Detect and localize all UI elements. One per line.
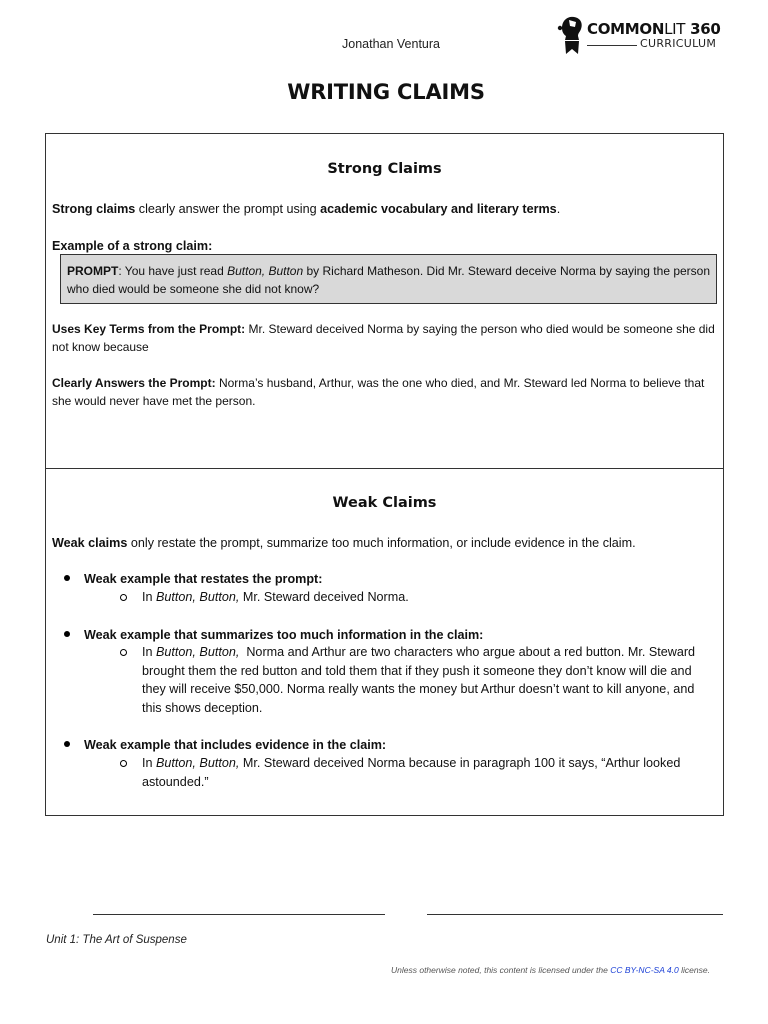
strong-claims-box <box>45 133 724 469</box>
bullet-icon <box>64 575 70 581</box>
answers-prompt-paragraph: Clearly Answers the Prompt: Norma’s husband, Arthur, was the one who died, and Mr. Steward led Norma to believe that she would never have met the person. <box>52 376 705 408</box>
key-terms-paragraph: Uses Key Terms from the Prompt: Mr. Steward deceived Norma by saying the person who died would be someone she did not know because <box>52 322 715 354</box>
list-item: Weak example that restates the prompt: <box>64 570 322 588</box>
student-name: Jonathan Ventura <box>342 37 440 51</box>
license-notice: Unless otherwise noted, this content is licensed under the CC BY-NC-SA 4.0 license. <box>391 965 710 975</box>
hollow-bullet-icon <box>120 594 127 601</box>
weak-claims-heading: Weak Claims <box>332 495 437 511</box>
bullet-icon <box>64 741 70 747</box>
list-subitem: In Button, Button, Mr. Steward deceived Norma. <box>120 588 710 607</box>
strong-claims-heading: Strong Claims <box>327 161 442 177</box>
bullet-icon <box>64 631 70 637</box>
example-label: Example of a strong claim: <box>52 239 213 253</box>
page-title: WRITING CLAIMS <box>287 80 485 104</box>
logo-divider <box>587 45 637 46</box>
hollow-bullet-icon <box>120 760 127 767</box>
signature-line <box>93 914 385 915</box>
strong-claims-definition: Strong claims clearly answer the prompt using academic vocabulary and literary terms. <box>52 202 561 216</box>
bust-with-pennant-icon <box>556 14 586 56</box>
weak-claims-definition: Weak claims only restate the prompt, summarize too much information, or include evidence in the claim. <box>52 536 636 550</box>
prompt-box: PROMPT: You have just read Button, Button by Richard Matheson. Did Mr. Steward deceive Norma by saying the person who died would be someone she did not know? <box>60 254 717 304</box>
license-link[interactable]: CC BY-NC-SA 4.0 <box>610 965 679 975</box>
list-subitem: In Button, Button, Norma and Arthur are two characters who argue about a red button. Mr. Steward brought them the red button and told them that if they push it someone they don’t know will die and they will receive $50,000. Norma really wants the money but Arthur doesn’t want to kill anyone, and this shows deception. <box>120 643 710 717</box>
list-item: Weak example that includes evidence in the claim: <box>64 736 386 754</box>
commonlit-logo: COMMONLIT 360 CURRICULUM <box>556 14 726 56</box>
unit-label: Unit 1: The Art of Suspense <box>46 934 187 946</box>
hollow-bullet-icon <box>120 649 127 656</box>
weak-claims-box <box>45 468 724 816</box>
signature-line <box>427 914 723 915</box>
list-item: Weak example that summarizes too much information in the claim: <box>64 626 483 644</box>
logo-subtitle: CURRICULUM <box>640 37 717 50</box>
list-subitem: In Button, Button, Mr. Steward deceived Norma because in paragraph 100 it says, “Arthur looked astounded.” <box>120 754 710 791</box>
